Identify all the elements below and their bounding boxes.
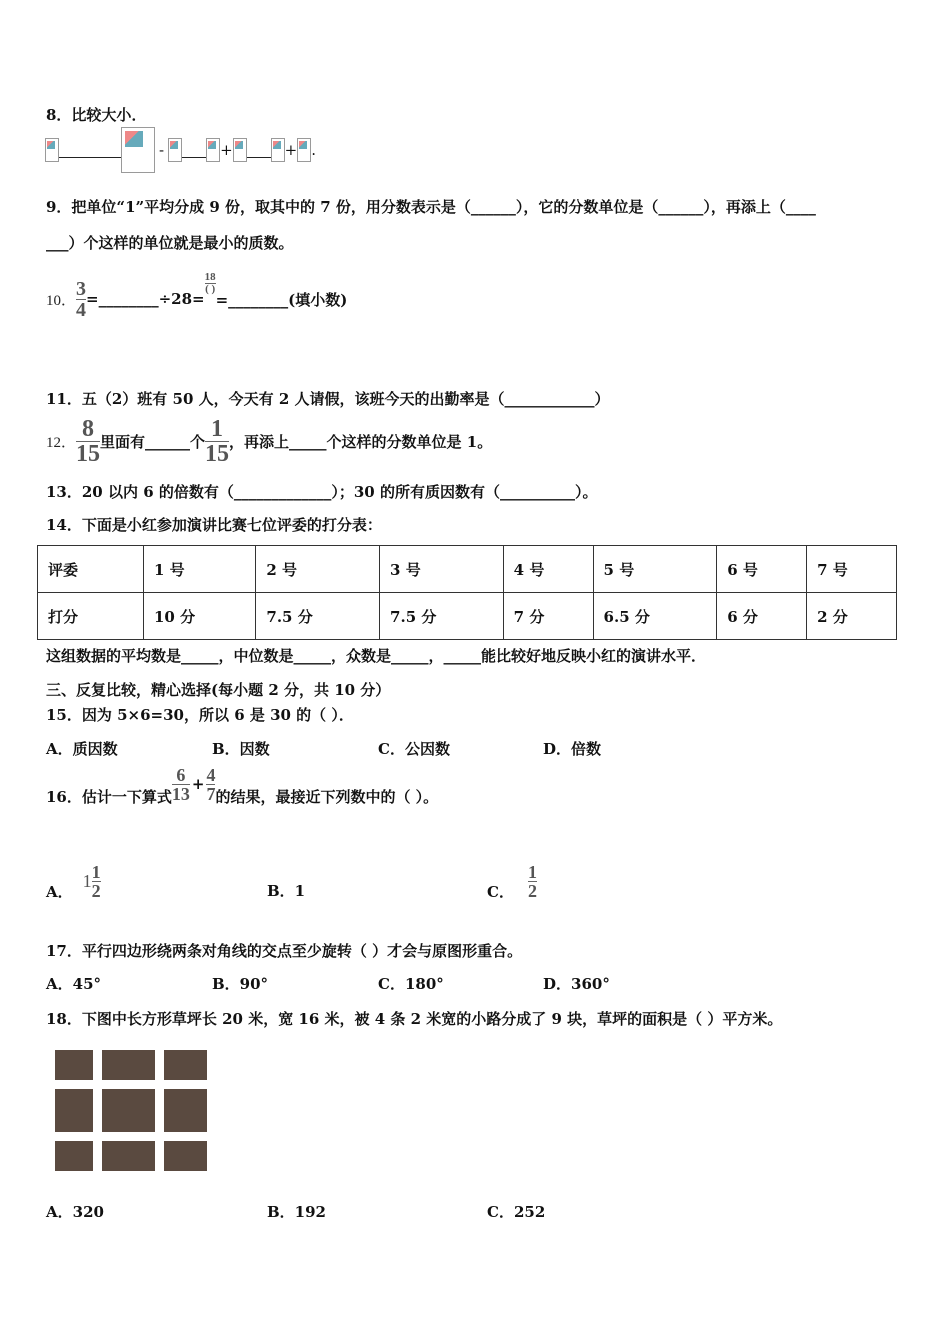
option-a[interactable]: A．320 — [46, 1203, 104, 1221]
q18: 18．下图中长方形草坪长 20 米，宽 16 米，被 4 条 2 米宽的小路分成了 9 块，草坪的面积是（ ）平方米。 — [46, 1010, 783, 1028]
option-b[interactable]: B．192 — [267, 1203, 326, 1221]
table-cell: 5 号 — [593, 546, 717, 593]
broken-image-icon — [206, 138, 220, 162]
q8-expression — [45, 135, 316, 165]
broken-image-icon — [45, 138, 59, 162]
section-heading: 三、反复比较，精心选择(每小题 2 分，共 10 分） — [46, 681, 391, 699]
option-a[interactable]: A．质因数 — [46, 740, 118, 758]
lawn-figure — [55, 1050, 207, 1171]
q16-pre: 16．估计一下算式 — [46, 787, 172, 806]
fraction — [76, 417, 100, 466]
table-cell: 6 分 — [717, 593, 807, 640]
q10 — [46, 270, 348, 322]
answer-blank — [247, 143, 271, 158]
q12-end: ，再添上_____个这样的分数单位是 1。 — [229, 432, 493, 451]
option-b[interactable]: B．因数 — [212, 740, 270, 758]
period: . — [311, 141, 317, 159]
table-cell: 7 号 — [807, 546, 897, 593]
fraction — [76, 279, 86, 320]
table-cell: 2 号 — [256, 546, 380, 593]
table-cell: 10 分 — [144, 593, 256, 640]
broken-image-icon — [168, 138, 182, 162]
q8-label: 8．比较大小． — [46, 106, 147, 124]
plus-sign: + — [191, 775, 205, 793]
q11: 11．五（2）班有 50 人，今天有 2 人请假，该班今天的出勤率是（____________） — [46, 390, 610, 408]
table-cell: 7 分 — [503, 593, 593, 640]
fraction-numerator: 8 — [82, 415, 95, 442]
option-c[interactable]: C．公因数 — [378, 740, 450, 758]
fraction-denominator: 13 — [171, 783, 190, 804]
q12 — [46, 416, 492, 466]
answer-blank — [182, 143, 206, 158]
option-b[interactable]: B．1 — [267, 882, 306, 900]
table-cell: 评委 — [38, 546, 144, 593]
fraction-denominator: ( ) — [205, 282, 216, 295]
fraction-denominator: 7 — [206, 783, 216, 804]
fraction — [205, 417, 229, 466]
path-horizontal — [55, 1132, 207, 1141]
fraction-numerator: 1 — [91, 862, 101, 882]
table-cell: 7.5 分 — [256, 593, 380, 640]
fraction-denominator: 2 — [91, 881, 101, 901]
q10-middle: =________÷28= — [86, 290, 205, 308]
answer-blank — [59, 143, 121, 158]
plus-sign: + — [284, 141, 298, 159]
q10-end: =________(填小数) — [215, 290, 348, 309]
option-label: A． — [46, 883, 73, 901]
path-vertical — [155, 1050, 164, 1171]
option-c[interactable] — [487, 856, 537, 902]
fraction-denominator: 2 — [527, 881, 537, 901]
fraction-denominator: 15 — [205, 440, 230, 467]
option-a[interactable]: A．45° — [46, 975, 102, 993]
q9-line1: 9．把单位“1”平均分成 9 份，取其中的 7 份，用分数表示是（______），它的分数单位是（______），再添上（____ — [46, 198, 816, 216]
fraction-numerator: 4 — [206, 764, 216, 785]
table-cell: 7.5 分 — [380, 593, 504, 640]
fraction-denominator: 15 — [76, 440, 101, 467]
fraction-denominator: 4 — [76, 298, 87, 321]
broken-image-icon — [271, 138, 285, 162]
table-cell: 4 号 — [503, 546, 593, 593]
fraction-numerator: 6 — [176, 764, 186, 785]
table-row — [38, 593, 897, 640]
path-vertical — [93, 1050, 102, 1171]
mixed-whole: 1 — [82, 871, 92, 891]
broken-image-icon — [121, 127, 155, 173]
table-cell: 6.5 分 — [593, 593, 717, 640]
fraction — [528, 863, 537, 900]
option-d[interactable]: D．倍数 — [543, 740, 602, 758]
option-b[interactable]: B．90° — [212, 975, 269, 993]
q15: 15．因为 5×6=30，所以 6 是 30 的（ ）． — [46, 706, 354, 724]
q14-title: 14．下面是小红参加演讲比赛七位评委的打分表： — [46, 516, 382, 534]
table-cell: 2 分 — [807, 593, 897, 640]
fraction — [92, 863, 101, 900]
q14-after: 这组数据的平均数是_____，中位数是_____，众数是_____，_____能比较好地反映小红的演讲水平． — [46, 647, 707, 665]
plus-sign: + — [220, 141, 233, 159]
broken-image-icon — [297, 138, 311, 162]
table-row — [38, 546, 897, 593]
minus-sign: - — [159, 141, 165, 159]
fraction-numerator: 1 — [527, 862, 537, 882]
option-c[interactable]: C．180° — [378, 975, 444, 993]
table-cell: 打分 — [38, 593, 144, 640]
path-horizontal — [55, 1080, 207, 1089]
q9-line2: ___）个这样的单位就是最小的质数。 — [46, 234, 294, 252]
option-d[interactable]: D．360° — [543, 975, 610, 993]
option-c[interactable]: C．252 — [487, 1203, 546, 1221]
q12-number: 12． — [46, 434, 77, 451]
fraction-numerator: 18 — [204, 270, 216, 283]
broken-image-icon — [233, 138, 247, 162]
option-label: C． — [487, 883, 514, 901]
q10-number: 10． — [46, 292, 77, 309]
q16 — [46, 764, 439, 822]
fraction-numerator: 1 — [211, 415, 224, 442]
option-a[interactable] — [46, 856, 101, 902]
q16-post: 的结果，最接近下列数中的（ ）。 — [215, 787, 439, 806]
fraction-numerator: 3 — [76, 277, 87, 300]
table-cell: 3 号 — [380, 546, 504, 593]
fraction — [206, 766, 215, 803]
score-table — [37, 545, 897, 640]
q12-middle: 里面有______个 — [100, 432, 206, 451]
fraction — [172, 766, 190, 803]
table-cell: 6 号 — [717, 546, 807, 593]
fraction — [205, 272, 216, 295]
table-cell: 1 号 — [144, 546, 256, 593]
q13: 13．20 以内 6 的倍数有（_____________）；30 的所有质因数有（__________）。 — [46, 483, 598, 501]
q17: 17．平行四边形绕两条对角线的交点至少旋转（ ）才会与原图形重合。 — [46, 942, 523, 960]
